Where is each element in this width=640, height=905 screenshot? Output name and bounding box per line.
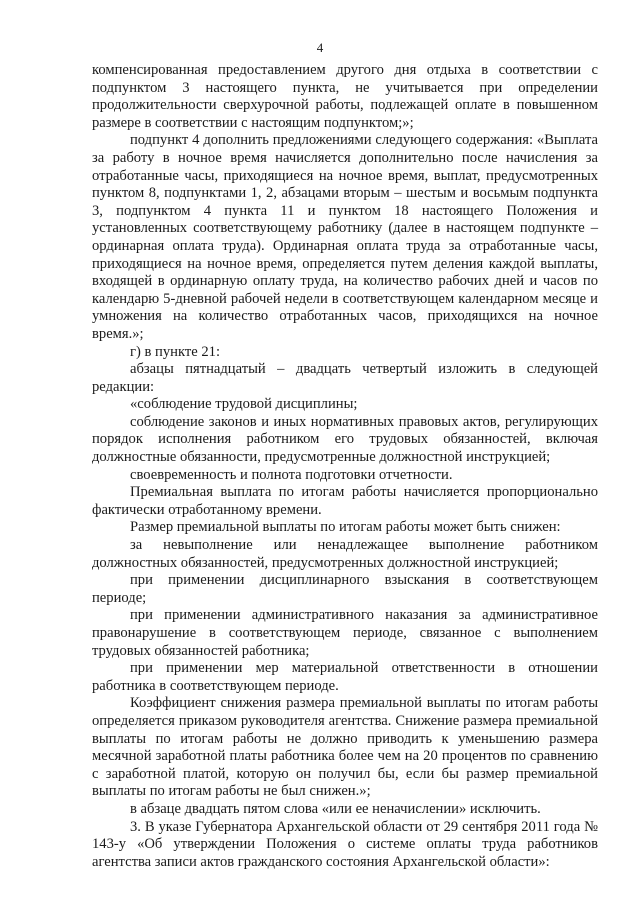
- paragraph: «соблюдение трудовой дисциплины;: [130, 396, 358, 413]
- paragraph: г) в пункте 21:: [130, 343, 220, 360]
- paragraph: при применении дисциплинарного взыскания в соответствующем периоде;: [92, 572, 598, 606]
- page-number: 4: [316, 40, 324, 55]
- paragraph: при применении мер материальной ответственности в отношении работника в соответствующем периоде.: [92, 660, 598, 694]
- paragraph: в абзаце двадцать пятом слова «или ее неначислении» исключить.: [130, 800, 541, 817]
- paragraph: 3. В указе Губернатора Архангельской области от 29 сентября 2011 года № 143-у «Об утверждении Положения о системе оплаты труда работников агентства записи актов гражданского состояния Архангельской области»:: [92, 818, 598, 870]
- paragraph: подпункт 4 дополнить предложениями следующего содержания: «Выплата за работу в ночное время начисляется дополнительно после начисления за отработанные часы, приходящиеся на ночное время, выплат, предусмотренных пунктом 8, подпунктами 1, 2, абзацами вторым – шестым и восьмым подпункта 3, подпунктом 4 пункта 11 и пунктом 18 настоящего Положения и установленных соответствующему работнику (далее в настоящем подпункте – ординарная оплата труда). Ординарная оплата труда за отработанные часы, приходящиеся на ночное время, определяется путем деления каждой выплаты, входящей в ординарную оплату труда, на количество рабочих дней и часов по календарю 5-дневной рабочей недели в соответствующем календарном месяце и умножения на количество отработанных часов, приходящихся на ночное время.»;: [92, 132, 598, 342]
- paragraph: Премиальная выплата по итогам работы начисляется пропорционально фактически отработанному времени.: [92, 484, 598, 518]
- paragraph: за невыполнение или ненадлежащее выполнение работником должностных обязанностей, предусмотренных должностной инструкцией;: [92, 537, 598, 571]
- paragraph: соблюдение законов и иных нормативных правовых актов, регулирующих порядок исполнения работником его трудовых обязанностей, включая должностные обязанности, предусмотренные должностной инструкцией;: [92, 413, 598, 466]
- paragraph: своевременность и полнота подготовки отчетности.: [130, 466, 453, 483]
- paragraph: Коэффициент снижения размера премиальной выплаты по итогам работы определяется приказом руководителя агентства. Снижение размера премиальной выплаты по итогам работы не должно приводить к уменьшению размера месячной заработной платы работника более чем на 20 процентов по сравнению с заработной платой, которую он получил бы, если бы размер премиальной выплаты по итогам работы не был снижен.»;: [92, 695, 598, 800]
- paragraph: при применении административного наказания за административное правонарушение в соответствующем периоде, связанное с выполнением трудовых обязанностей работника;: [92, 607, 598, 659]
- paragraph: Размер премиальной выплаты по итогам работы может быть снижен:: [130, 519, 561, 536]
- paragraph: абзацы пятнадцатый – двадцать четвертый изложить в следующей редакции:: [92, 361, 598, 395]
- paragraph: компенсированная предоставлением другого дня отдыха в соответствии с подпунктом 3 настоящего пункта, не учитывается при определении продолжительности сверхурочной работы, подлежащей оплате в повышенном размере в соответствии с настоящим подпунктом;»;: [92, 62, 598, 131]
- document-body: [92, 62, 598, 871]
